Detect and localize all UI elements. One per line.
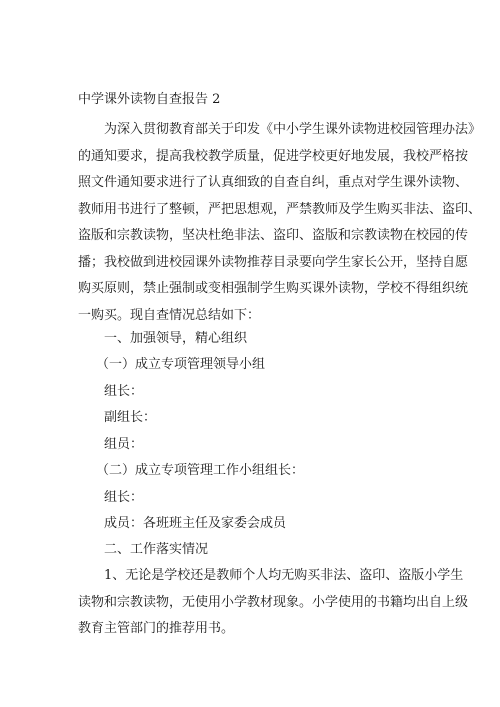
section-heading: 一、加强领导，精心组织 — [104, 331, 248, 346]
paragraph-line: 的通知要求，提高我校教学质量，促进学校更好地发展，我校严格按 — [78, 148, 469, 164]
paragraph-line: 1、无论是学校还是教师个人均无购买非法、盗印、盗版小学生 — [104, 568, 464, 583]
leader-label: 组长： — [104, 490, 144, 505]
paragraph-line: 购买原则，禁止强制或变相强制学生购买课外读物，学校不得组织统 — [78, 281, 469, 296]
paragraph-line: 照文件通知要求进行了认真细致的自查自纠，重点对学生课外读物、 — [78, 175, 469, 190]
paragraph-line: 盗版和宗教读物，坚决杜绝非法、盗印、盗版和宗教读物在校园的传 — [78, 228, 469, 243]
deputy-leader-label: 副组长： — [104, 410, 157, 425]
document-title: 中学课外读物自查报告 2 — [78, 92, 221, 107]
paragraph-line: 教育主管部门的推荐用书。 — [78, 621, 235, 636]
item-paragraph — [78, 563, 469, 643]
subsection-heading: （一）成立专项管理领导小组 — [96, 357, 266, 372]
paragraph-line: 读物和宗教读物，无使用小学教材现象。小学使用的书籍均出自上级 — [78, 594, 469, 610]
paragraph-line: 教师用书进行了整顿，严把思想观，严禁教师及学生购买非法、盗印、 — [78, 201, 482, 217]
members-label: 成员：各班班主任及家委会成员 — [104, 516, 287, 531]
paragraph-line: 为深入贯彻教育部关于印发《中小学生课外读物进校园管理办法》 — [104, 122, 482, 137]
section-heading: 二、工作落实情况 — [104, 542, 209, 557]
leader-label: 组长： — [104, 384, 144, 399]
subsection-heading: （二）成立专项管理工作小组组长： — [96, 463, 305, 478]
paragraph-line: 播；我校做到进校园课外读物推荐目录要向学生家长公开，坚持自愿 — [78, 254, 469, 270]
intro-paragraph — [78, 117, 482, 329]
member-label: 组员： — [104, 437, 144, 452]
paragraph-line: 一购买。现自查情况总结如下： — [78, 307, 261, 323]
